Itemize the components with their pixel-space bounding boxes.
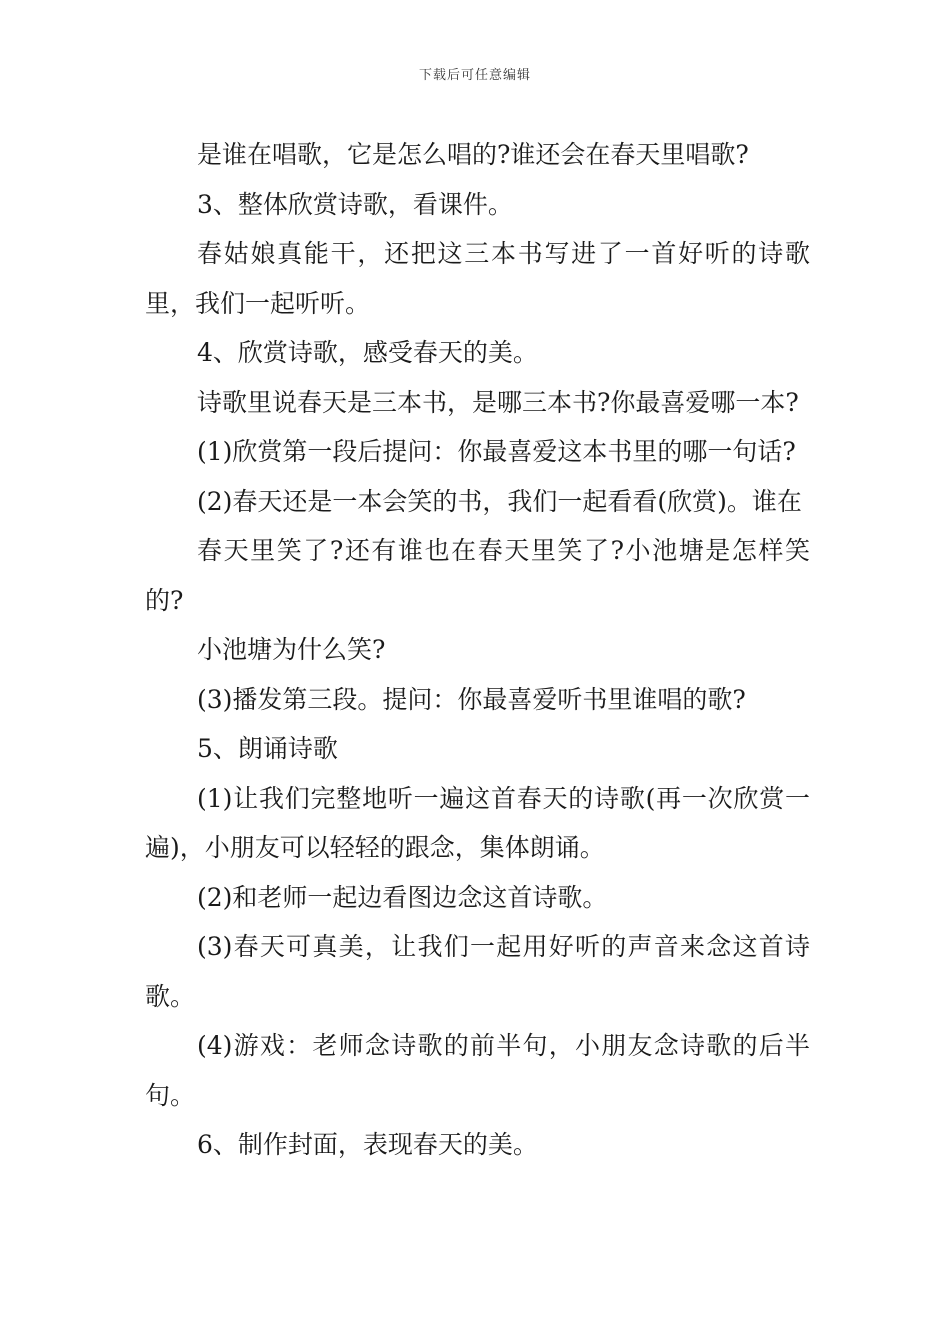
- paragraph-2: 3、整体欣赏诗歌，看课件。: [197, 189, 513, 219]
- paragraph-6: (1)欣赏第一段后提问：你最喜爱这本书里的哪一句话?: [197, 437, 796, 466]
- paragraph-13: (2)和老师一起边看图边念这首诗歌。: [197, 882, 608, 912]
- paragraph-9: 小池塘为什么笑?: [197, 635, 386, 664]
- paragraph-12: (1)让我们完整地听一遍这首春天的诗歌(再一次欣赏一遍)，小朋友可以轻轻的跟念，集体朗诵。: [145, 783, 810, 862]
- paragraph-1: 是谁在唱歌，它是怎么唱的?谁还会在春天里唱歌?: [197, 140, 749, 169]
- paragraph-3: 春姑娘真能干，还把这三本书写进了一首好听的诗歌里，我们一起听听。: [145, 239, 810, 318]
- paragraph-15: (4)游戏：老师念诗歌的前半句，小朋友念诗歌的后半句。: [145, 1031, 810, 1110]
- paragraph-8: 春天里笑了?还有谁也在春天里笑了?小池塘是怎样笑的?: [145, 536, 810, 615]
- paragraph-11: 5、朗诵诗歌: [197, 734, 338, 763]
- document-body: [145, 130, 810, 1170]
- page-header: 下载后可任意编辑: [418, 68, 531, 83]
- paragraph-5: 诗歌里说春天是三本书，是哪三本书?你最喜爱哪一本?: [197, 387, 799, 417]
- paragraph-4: 4、欣赏诗歌，感受春天的美。: [197, 338, 538, 367]
- paragraph-7: (2)春天还是一本会笑的书，我们一起看看(欣赏)。谁在: [197, 486, 802, 516]
- paragraph-10: (3)播发第三段。提问：你最喜爱听书里谁唱的歌?: [197, 684, 746, 714]
- paragraph-16: 6、制作封面，表现春天的美。: [197, 1130, 538, 1159]
- paragraph-14: (3)春天可真美，让我们一起用好听的声音来念这首诗歌。: [145, 932, 810, 1011]
